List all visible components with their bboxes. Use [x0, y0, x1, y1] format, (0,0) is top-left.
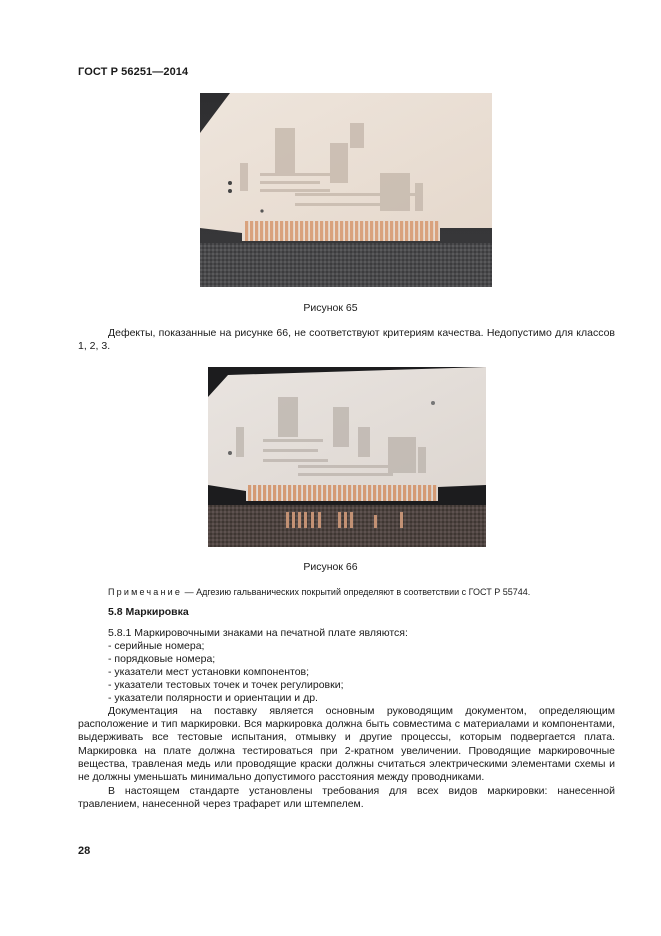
note [108, 587, 618, 597]
marking-types-paragraph: В настоящем стандарте установлены требования для всех видов маркировки: нанесенной травлением, нанесенной через трафарет или штемпелем. [78, 785, 615, 811]
list-item: - указатели полярности и ориентации и др. [108, 692, 318, 704]
marking-documentation-paragraph: Документация на поставку является основным руководящим документом, определяющим расположение и тип маркировки. Вся маркировка должна быть совместима с материалами и компонентами, выдерживать все тестовые испытания, отмывку и другие процессы, которым подвергается плата. Маркировка на плате должна тестироваться при 2-кратном увеличении. Проводящие маркировочные вещества, травленая медь или проводящие краски должны считаться электрическими элементами схемы и не должны уменьшать минимально допустимого расстояния между проводниками. [78, 705, 615, 784]
section-intro: 5.8.1 Маркировочными знаками на печатной плате являются: [108, 627, 408, 639]
figure-66-caption: Рисунок 66 [303, 561, 358, 573]
note-label: Примечание [108, 587, 183, 597]
list-item: - серийные номера; [108, 640, 205, 652]
note-text: — Адгезию гальванических покрытий определяют в соответствии с ГОСТ Р 55744. [182, 587, 531, 597]
defects-paragraph: Дефекты, показанные на рисунке 66, не соответствуют критериям качества. Недопустимо для классов 1, 2, 3. [78, 327, 615, 353]
figure-65-photo [200, 93, 492, 287]
list-item: - указатели мест установки компонентов; [108, 666, 310, 678]
list-item: - указатели тестовых точек и точек регулировки; [108, 679, 344, 691]
document-code-header: ГОСТ Р 56251—2014 [78, 66, 189, 78]
figure-65-caption: Рисунок 65 [303, 302, 358, 314]
page-number: 28 [78, 845, 91, 857]
figure-66-photo [208, 367, 486, 547]
list-item: - порядковые номера; [108, 653, 216, 665]
section-title: 5.8 Маркировка [108, 606, 189, 618]
